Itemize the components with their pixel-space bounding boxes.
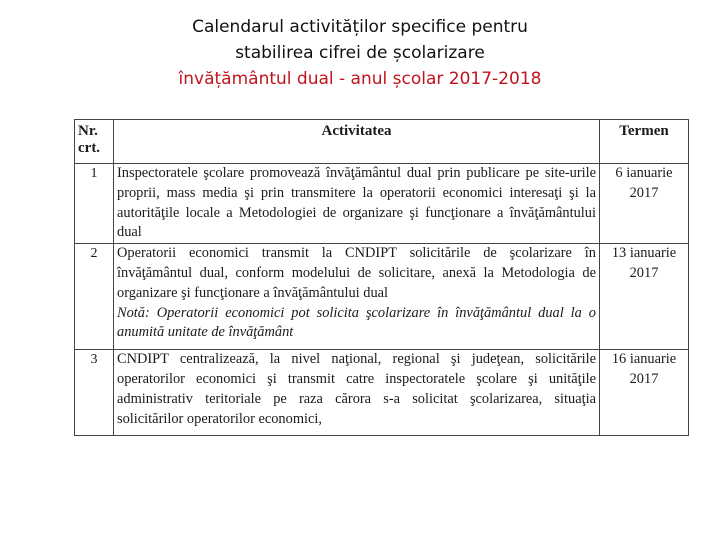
row-termen: 6 ianuarie 2017 — [600, 164, 689, 244]
row-nr: 1 — [75, 164, 114, 244]
row-nr: 3 — [75, 350, 114, 436]
row-activitate — [114, 350, 600, 436]
row-activitate — [114, 164, 600, 244]
row-termen: 16 ianuarie 2017 — [600, 350, 689, 436]
title-line-1: Calendarul activităților specifice pentru — [192, 17, 528, 37]
activitate-text: Operatorii economici transmit la CNDIPT solicitările de şcolarizare în învăţământul dual, conform modelului de solicitare, anexă la Metodologia de organizare şi funcţionare a învăţământului dual — [117, 245, 596, 301]
activitate-text: Inspectoratele şcolare promovează învăţământul dual prin publicare pe site-urile proprii, mass media şi prin transmitere la operatorii economici interesaţi şi la autorităţile locale a Metodologiei de organizare şi funcţionare a învăţământului dual — [117, 165, 596, 241]
title-line-3: învățământul dual - anul școlar 2017-2018 — [178, 69, 542, 89]
row-activitate — [114, 244, 600, 350]
header-nr: Nr. crt. — [75, 120, 114, 164]
table-row — [75, 164, 689, 244]
scanned-table-image — [74, 119, 688, 440]
table-header-row — [75, 120, 689, 164]
activitate-text: CNDIPT centralizează, la nivel naţional, regional şi judeţean, solicitările operatorilor economici şi transmit catre inspectoratele şcolare şi unităţile administrativ teritoriale pe raza cărora s-a solicitat şcolarizarea, situaţia solicitărilor operatorilor economici, — [117, 351, 596, 427]
header-activitate: Activitatea — [114, 120, 600, 164]
header-termen: Termen — [600, 120, 689, 164]
page-title — [0, 14, 720, 92]
table-row — [75, 350, 689, 436]
row-termen: 13 ianuarie 2017 — [600, 244, 689, 350]
row-nr: 2 — [75, 244, 114, 350]
activitate-note: Notă: Operatorii economici pot solicita şcolarizare în învăţământul dual la o anumită unitate de învăţământ — [117, 304, 596, 341]
title-line-2: stabilirea cifrei de școlarizare — [235, 43, 485, 63]
table-row — [75, 244, 689, 350]
activities-table — [74, 119, 689, 436]
